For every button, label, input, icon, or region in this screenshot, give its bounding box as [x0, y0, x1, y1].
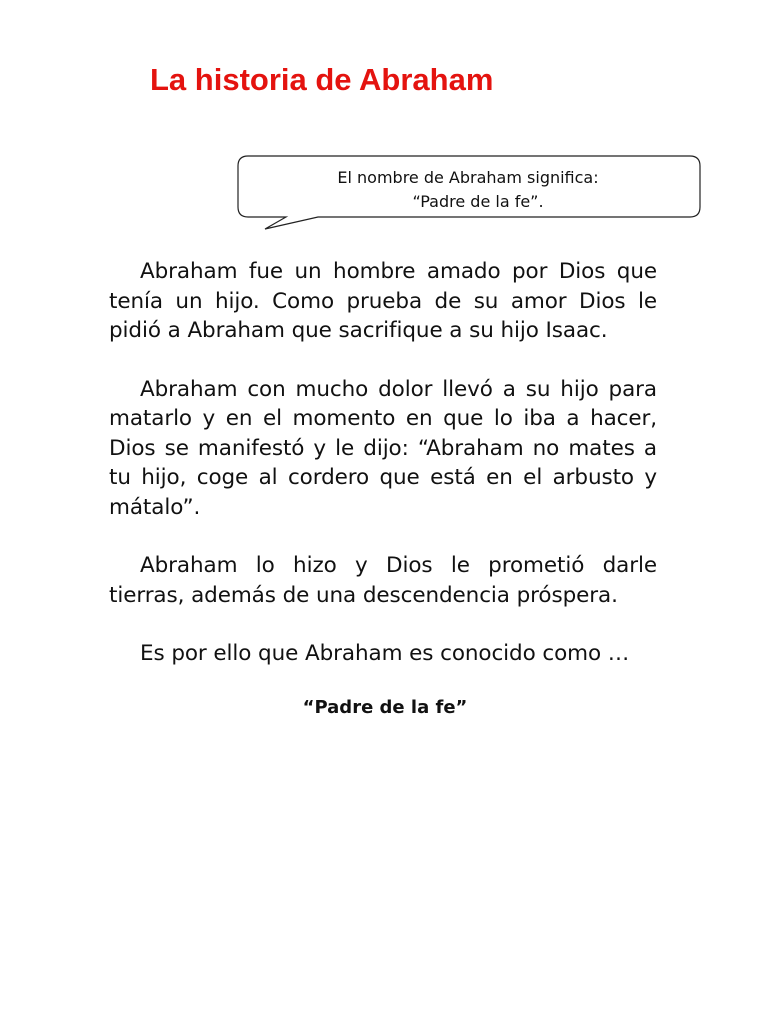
- callout-text: [238, 166, 698, 214]
- closing-phrase-container: [0, 697, 768, 718]
- page-title: La historia de Abraham: [150, 62, 494, 97]
- callout-line-2: “Padre de la fe”.: [412, 192, 544, 211]
- closing-phrase: “Padre de la fe”: [302, 697, 468, 718]
- story-paragraph-4: Es por ello que Abraham es conocido como …: [140, 641, 630, 666]
- callout-line-1: El nombre de Abraham significa:: [337, 168, 599, 187]
- story-paragraph-1: Abraham fue un hombre amado por Dios que tenía un hijo. Como prueba de su amor Dios le pidió a Abraham que sacrifique a su hijo Isaac.: [109, 259, 657, 343]
- story-body: [109, 257, 657, 698]
- story-paragraph-2: Abraham con mucho dolor llevó a su hijo para matarlo y en el momento en que lo iba a hacer, Dios se manifestó y le dijo: “Abraham no mates a tu hijo, coge al cordero que está en el arbusto y mátalo”.: [109, 376, 657, 520]
- story-paragraph-3: Abraham lo hizo y Dios le prometió darle tierras, además de una descendencia próspera.: [109, 553, 657, 608]
